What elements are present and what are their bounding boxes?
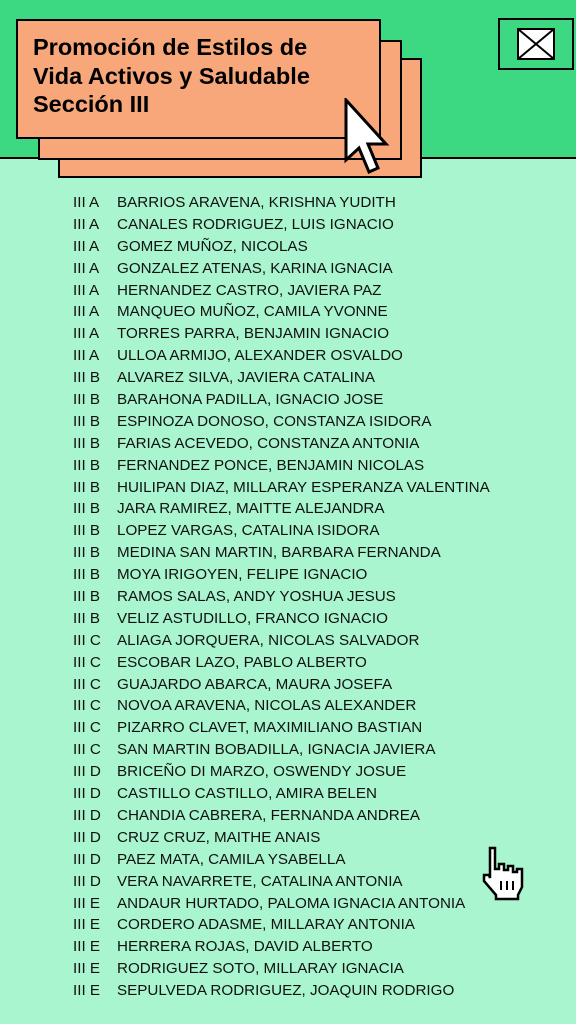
list-item [73, 739, 490, 761]
mouse-pointer-arrow-icon [342, 98, 390, 178]
section-label: III B [73, 544, 101, 562]
section-label: III C [73, 653, 101, 671]
student-name: ESCOBAR LAZO, PABLO ALBERTO [117, 653, 367, 671]
student-name: MANQUEO MUÑOZ, CAMILA YVONNE [117, 303, 388, 321]
list-item [73, 695, 490, 717]
student-name: VERA NAVARRETE, CATALINA ANTONIA [117, 872, 403, 890]
student-name: RAMOS SALAS, ANDY YOSHUA JESUS [117, 588, 396, 606]
section-label: III B [73, 478, 101, 496]
student-name: BRICEÑO DI MARZO, OSWENDY JOSUE [117, 763, 407, 781]
section-label: III C [73, 741, 101, 759]
section-label: III A [73, 215, 100, 233]
student-name: CANALES RODRIGUEZ, LUIS IGNACIO [117, 215, 394, 233]
student-name: SEPULVEDA RODRIGUEZ, JOAQUIN RODRIGO [117, 982, 455, 1000]
list-item [73, 236, 490, 258]
section-label: III C [73, 697, 101, 715]
close-x-icon [517, 28, 555, 60]
list-item [73, 914, 490, 936]
student-name: SAN MARTIN BOBADILLA, IGNACIA JAVIERA [117, 741, 436, 759]
student-name: ANDAUR HURTADO, PALOMA IGNACIA ANTONIA [117, 894, 466, 912]
close-button[interactable] [498, 18, 574, 70]
section-label: III A [73, 259, 100, 277]
list-item [73, 520, 490, 542]
student-name: TORRES PARRA, BENJAMIN IGNACIO [117, 325, 390, 343]
student-name: ALIAGA JORQUERA, NICOLAS SALVADOR [117, 631, 420, 649]
student-name: CORDERO ADASME, MILLARAY ANTONIA [117, 916, 415, 934]
student-list [73, 192, 490, 1002]
section-label: III B [73, 522, 101, 540]
list-item [73, 893, 490, 915]
section-label: III E [73, 960, 101, 978]
list-item [73, 192, 490, 214]
student-name: GUAJARDO ABARCA, MAURA JOSEFA [117, 675, 393, 693]
list-item [73, 367, 490, 389]
student-name: LOPEZ VARGAS, CATALINA ISIDORA [117, 522, 380, 540]
section-label: III B [73, 566, 101, 584]
list-item [73, 652, 490, 674]
student-name: BARAHONA PADILLA, IGNACIO JOSE [117, 391, 384, 409]
list-item [73, 345, 490, 367]
title-line: Promoción de Estilos de [33, 34, 308, 60]
section-label: III A [73, 303, 100, 321]
title-line: Vida Activos y Saludable [33, 62, 310, 89]
student-name: BARRIOS ARAVENA, KRISHNA YUDITH [117, 194, 396, 211]
section-label: III E [73, 938, 101, 956]
hand-pointer-cursor-icon [481, 845, 527, 901]
list-item [73, 980, 490, 1002]
section-label: III D [73, 806, 101, 824]
section-label: III A [73, 347, 100, 365]
list-item [73, 323, 490, 345]
student-name: PAEZ MATA, CAMILA YSABELLA [117, 850, 346, 868]
section-label: III E [73, 916, 101, 934]
section-label: III D [73, 828, 101, 846]
list-item [73, 608, 490, 630]
student-name: GONZALEZ ATENAS, KARINA IGNACIA [117, 259, 393, 277]
student-name: MOYA IRIGOYEN, FELIPE IGNACIO [117, 566, 368, 584]
list-item [73, 674, 490, 696]
section-label: III A [73, 325, 100, 343]
section-label: III B [73, 500, 101, 518]
student-name: NOVOA ARAVENA, NICOLAS ALEXANDER [117, 697, 417, 715]
student-name: HUILIPAN DIAZ, MILLARAY ESPERANZA VALENTINA [117, 478, 490, 496]
student-name: RODRIGUEZ SOTO, MILLARAY IGNACIA [117, 960, 404, 978]
section-label: III A [73, 194, 100, 211]
section-label: III B [73, 369, 101, 387]
section-label: III D [73, 763, 101, 781]
list-item [73, 871, 490, 893]
list-item [73, 827, 490, 849]
list-item [73, 805, 490, 827]
student-name: JARA RAMIREZ, MAITTE ALEJANDRA [117, 500, 385, 518]
student-name: CASTILLO CASTILLO, AMIRA BELEN [117, 785, 377, 803]
student-name: MEDINA SAN MARTIN, BARBARA FERNANDA [117, 544, 441, 562]
list-item [73, 783, 490, 805]
student-name: VELIZ ASTUDILLO, FRANCO IGNACIO [117, 609, 388, 627]
list-item [73, 717, 490, 739]
list-item [73, 411, 490, 433]
section-label: III E [73, 894, 101, 912]
list-item [73, 630, 490, 652]
section-label: III D [73, 785, 101, 803]
student-name: CHANDIA CABRERA, FERNANDA ANDREA [117, 806, 420, 824]
list-item [73, 542, 490, 564]
section-label: III D [73, 872, 101, 890]
student-name: ULLOA ARMIJO, ALEXANDER OSVALDO [117, 347, 403, 365]
section-label: III C [73, 675, 101, 693]
list-item [73, 455, 490, 477]
section-label: III C [73, 631, 101, 649]
list-item [73, 936, 490, 958]
section-label: III B [73, 391, 101, 409]
section-label: III B [73, 588, 101, 606]
list-item [73, 498, 490, 520]
student-name: FARIAS ACEVEDO, CONSTANZA ANTONIA [117, 434, 420, 452]
student-name: HERRERA ROJAS, DAVID ALBERTO [117, 938, 373, 956]
section-label: III B [73, 434, 101, 452]
student-name: CRUZ CRUZ, MAITHE ANAIS [117, 828, 321, 846]
section-label: III E [73, 982, 101, 1000]
section-label: III D [73, 850, 101, 868]
page-title [33, 33, 373, 119]
list-item [73, 849, 490, 871]
section-label: III B [73, 609, 101, 627]
student-name: PIZARRO CLAVET, MAXIMILIANO BASTIAN [117, 719, 423, 737]
student-name: ESPINOZA DONOSO, CONSTANZA ISIDORA [117, 412, 432, 430]
list-item [73, 958, 490, 980]
section-label: III A [73, 281, 100, 299]
section-label: III B [73, 412, 101, 430]
student-name: HERNANDEZ CASTRO, JAVIERA PAZ [117, 281, 382, 299]
student-name: GOMEZ MUÑOZ, NICOLAS [117, 237, 308, 255]
student-name: FERNANDEZ PONCE, BENJAMIN NICOLAS [117, 456, 425, 474]
list-item [73, 477, 490, 499]
student-name: ALVAREZ SILVA, JAVIERA CATALINA [117, 369, 375, 387]
section-label: III A [73, 237, 100, 255]
title-line: Sección III [33, 91, 150, 117]
list-item [73, 301, 490, 323]
list-item [73, 258, 490, 280]
section-label: III C [73, 719, 101, 737]
list-item [73, 433, 490, 455]
list-item [73, 280, 490, 302]
list-item [73, 761, 490, 783]
list-item [73, 389, 490, 411]
list-item [73, 214, 490, 236]
list-item [73, 586, 490, 608]
section-label: III B [73, 456, 101, 474]
list-item [73, 564, 490, 586]
